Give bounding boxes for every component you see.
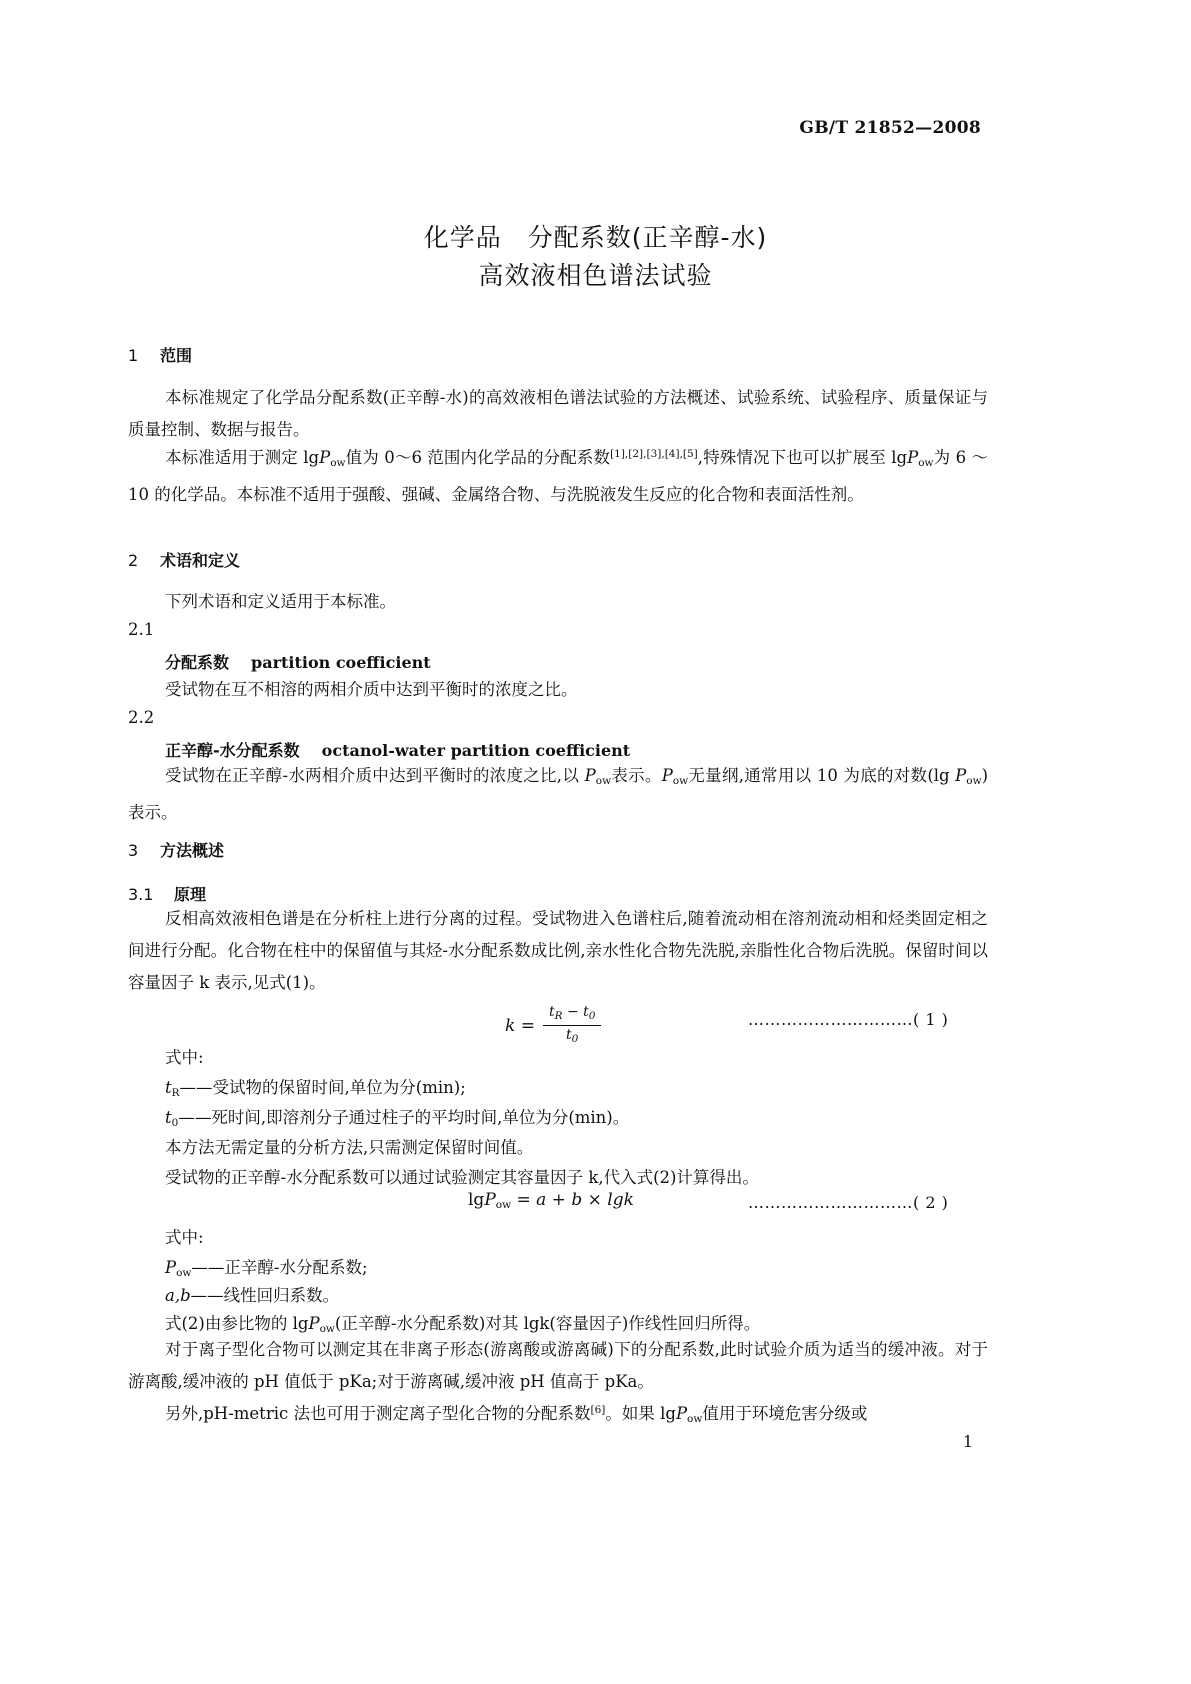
equation-2: lgP$_{ow}$ = a + b × lgk — [468, 1190, 634, 1211]
section-3-1-paragraph-5: 对于离子型化合物可以测定其在非离子形态(游离酸或游离碱)下的分配系数,此时试验介质为适当的缓冲液。对于游离酸,缓冲液的 pH 值低于 pKa;对于游离碱,缓冲液 pH 值高于 pKa。 — [128, 1340, 988, 1391]
term-2-1-number: 2.1 — [128, 620, 155, 639]
page-number: 1 — [962, 1432, 973, 1451]
subsection-title: 原理 — [174, 885, 207, 904]
section-3-1-paragraph-1: 反相高效液相色谱是在分析柱上进行分离的过程。受试物进入色谱柱后,随着流动相在溶剂流动相和烃类固定相之间进行分配。化合物在柱中的保留值与其烃-水分配系数成比例,亲水性化合物先洗脱,亲脂性化合物后洗脱。保留时间以容量因子 k 表示,见式(1)。 — [128, 909, 988, 992]
definition-ab: a,b——线性回归系数。 — [165, 1286, 340, 1305]
equation-1-fraction: $\frac{t_R - t_0}{t_0}$ — [543, 1003, 602, 1048]
where-label-2: 式中: — [165, 1228, 204, 1247]
where-label-1: 式中: — [165, 1048, 204, 1067]
subsection-3-1-heading — [128, 882, 206, 905]
section-number: 3 — [128, 841, 139, 860]
definition-pow: $P_{ow}——$正辛醇-水分配系数; — [165, 1258, 368, 1279]
standard-code: GB/T 21852—2008 — [799, 118, 981, 138]
section-3-heading — [128, 838, 224, 861]
equation-1-label: …………………………( 1 ) — [748, 1010, 949, 1029]
section-2-heading — [128, 548, 240, 571]
definition-tr: $t_R——$受试物的保留时间,单位为分(min); — [165, 1078, 466, 1099]
equation-1-lhs: k = — [505, 1015, 535, 1036]
subsection-number: 3.1 — [128, 885, 154, 904]
term-2-2-name: 正辛醇-水分配系数 octanol-water partition coefficient — [165, 741, 631, 760]
term-2-2-definition: 受试物在正辛醇-水两相介质中达到平衡时的浓度之比,以 $P_{ow}$表示。$P_{ow}$无量纲,通常用以 10 为底的对数(lg $P_{ow}$)表示。 — [128, 766, 988, 822]
equation-2-label: …………………………( 2 ) — [748, 1193, 949, 1212]
document-title-line1: 化学品 分配系数(正辛醇-水) — [423, 223, 768, 252]
section-title: 范围 — [160, 346, 193, 365]
definition-t0: $t_0——$死时间,即溶剂分子通过柱子的平均时间,单位为分(min)。 — [165, 1108, 630, 1129]
section-1-heading — [128, 343, 192, 366]
term-2-1-definition: 受试物在互不相溶的两相介质中达到平衡时的浓度之比。 — [165, 680, 578, 699]
section-3-1-paragraph-2: 本方法无需定量的分析方法,只需测定保留时间值。 — [165, 1138, 534, 1157]
section-title: 术语和定义 — [160, 551, 241, 570]
equation-1 — [505, 1003, 601, 1048]
term-2-1-name: 分配系数 partition coefficient — [165, 653, 431, 672]
section-3-1-paragraph-6: 另外,pH-metric 法也可用于测定离子型化合物的分配系数[6]。如果 lgP$_{ow}$值用于环境危害分级或 — [165, 1404, 868, 1425]
document-title-line2: 高效液相色谱法试验 — [478, 261, 713, 290]
reference-citation[interactable]: [6] — [590, 1404, 606, 1416]
term-2-2-number: 2.2 — [128, 708, 155, 727]
section-number: 1 — [128, 346, 139, 365]
section-3-1-paragraph-4: 式(2)由参比物的 lgP$_{ow}$(正辛醇-水分配系数)对其 lgk(容量因子)作线性回归所得。 — [165, 1314, 761, 1335]
section-1-paragraph-1: 本标准规定了化学品分配系数(正辛醇-水)的高效液相色谱法试验的方法概述、试验系统、试验程序、质量保证与质量控制、数据与报告。 — [128, 388, 988, 439]
reference-citation[interactable]: [1],[2],[3],[4],[5] — [610, 448, 698, 460]
section-1-paragraph-2: 本标准适用于测定 lgP$_{ow}$值为 0～6 范围内化学品的分配系数[1],[2],[3],[4],[5],特殊情况下也可以扩展至 lgP$_{ow}$为 6 ～10 的化学品。本标准不适用于强酸、强碱、金属络合物、与洗脱液发生反应的化合物和表面活性剂。 — [128, 448, 988, 504]
section-2-intro: 下列术语和定义适用于本标准。 — [165, 592, 396, 611]
section-3-1-paragraph-3: 受试物的正辛醇-水分配系数可以通过试验测定其容量因子 k,代入式(2)计算得出。 — [165, 1168, 759, 1187]
section-number: 2 — [128, 551, 139, 570]
section-title: 方法概述 — [160, 841, 225, 860]
